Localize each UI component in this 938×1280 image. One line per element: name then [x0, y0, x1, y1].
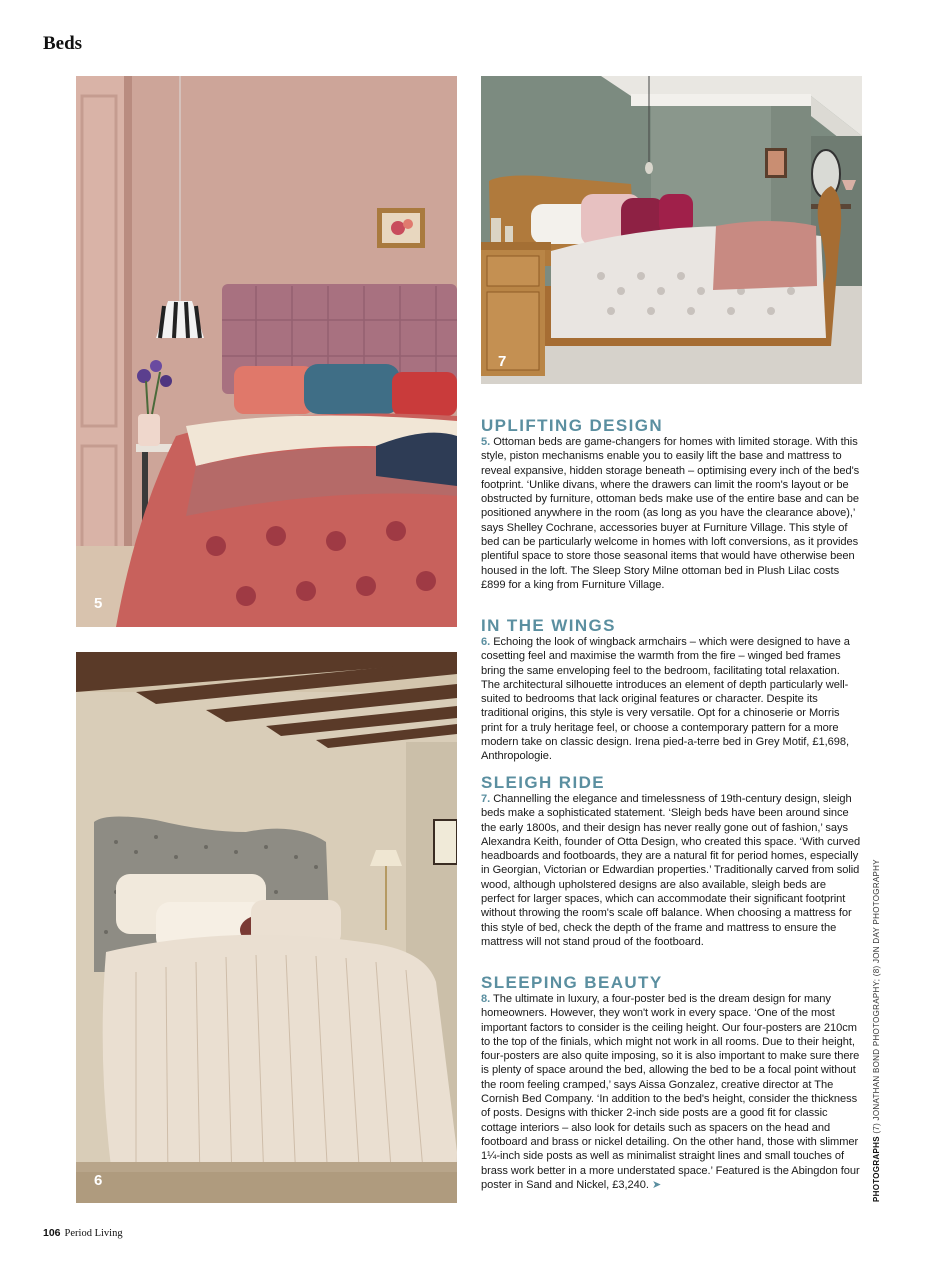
article-text: The ultimate in luxury, a four-poster bed is the dream design for many homeowners. However, they won't work in every space. ‘One of the most important factors to consider is the ceiling height. Our four-posters are 210cm to the top of the finials, which might not work in all rooms. Due to their height, four-posters are also quite imposing, so it is also important to make sure there is plenty of space around the bed, allowing the bed to be a focal point without the room feeling cramped,’ says Aissa Gonzalez, creative director at The Cornish Bed Company. ‘In addition to the bed's height, consider the thickness of posts. Designs with thicker 2-inch side posts are a good fit for classic cottage interiors – also look for details such as spacers on the head and footboard and brass or nickel detailing. On the other hand, those with slimmer 1¼-inch side posts as well as minimalist straight lines and small touches of brass work better in a more understated space.’ Featured is the Abingdon four poster in Sand and Nickel, £3,240. — [481, 993, 860, 1191]
page-number: 106 — [43, 1227, 61, 1239]
article-body — [481, 435, 861, 592]
article-sleeping-beauty — [481, 973, 861, 1192]
article-text: Echoing the look of wingback armchairs – which were designed to have a cosetting feel and maximise the warmth from the fire – winged bed frames bring the same enveloping feel to the bedroom, facilitating total relaxation. The architectural silhouette introduces an element of depth particularly well-suited to bedrooms that lack original features or character. Despite its traditional origins, this style is very versatile. Opt for a chinoserie or Morris print for a truly heritage feel, or choose a contemporary pattern for a more modern take on classic design. Irena pied-a-terre bed in Grey Motif, £1,698, Anthropologie. — [481, 636, 850, 763]
photo-credit-label: PHOTOGRAPHS — [872, 1136, 881, 1202]
article-number: 6. — [481, 636, 491, 648]
article-heading: UPLIFTING DESIGN — [481, 416, 664, 435]
photo-winged-bed — [76, 652, 457, 1203]
photo-number-5: 5 — [94, 595, 103, 612]
article-number: 7. — [481, 793, 491, 805]
article-sleigh-ride — [481, 773, 861, 949]
article-body — [481, 792, 861, 949]
article-text: Channelling the elegance and timelessness of 19th-century design, sleigh beds make a sophisticated statement. ‘Sleigh beds have been around since the early 1800s, and their design has never really gone out of fashion,’ says Alexandra Keith, founder of Otta Design, who created this space. ‘With curved headboards and footboards, they are a natural fit for period homes, especially in Georgian, Victorian or Edwardian properties.’ Traditionally carved from solid wood, although upholstered designs are also available, sleigh beds are perfect for larger spaces, which can accommodate their significant footprint without throwing the room's scale off balance. When choosing a mattress for this style of bed, check the depth of the frame and mattress to ensure the mattress will not stand proud of the footboard. — [481, 793, 861, 948]
end-arrow-icon: ➤ — [651, 1178, 662, 1191]
photo-credit — [872, 859, 881, 1202]
article-heading: SLEEPING BEAUTY — [481, 973, 663, 992]
article-number: 8. — [481, 993, 491, 1005]
photo-winged-bed-image — [76, 652, 457, 1203]
article-number: 5. — [481, 436, 491, 448]
article-heading: IN THE WINGS — [481, 616, 616, 635]
section-title: Beds — [43, 33, 83, 54]
photo-number-7: 7 — [498, 353, 507, 370]
photo-sleigh-bed-image — [481, 76, 862, 384]
page-footer — [43, 1227, 123, 1239]
article-body — [481, 992, 861, 1192]
photo-sleigh-bed — [481, 76, 862, 384]
article-heading: SLEIGH RIDE — [481, 773, 606, 792]
article-uplifting-design — [481, 416, 861, 592]
photo-credit-text: (7) JONATHAN BOND PHOTOGRAPHY; (8) JON DAY PHOTOGRAPHY — [872, 859, 881, 1137]
article-text: Ottoman beds are game-changers for homes with limited storage. With this style, piston mechanisms enable you to easily lift the base and mattress to reveal expansive, hidden storage beneath – optimising every inch of the bed's footprint. ‘Unlike divans, where the drawers can limit the room's layout or be obstructed by furniture, ottoman beds make use of the entire base and can be positioned anywhere in the room (as long as you have the clearance above),’ says Shelley Cochrane, accessories buyer at Furniture Village. This style of bed can be particularly welcome in homes with loft conversions, as it provides plentiful space to store those seasonal items that would have otherwise been housed in the loft. The Sleep Story Milne ottoman bed in Plush Lilac costs £899 for a king from Furniture Village. — [481, 436, 860, 591]
article-in-the-wings — [481, 616, 861, 764]
photo-number-6: 6 — [94, 1172, 103, 1189]
magazine-name: Period Living — [64, 1228, 123, 1239]
article-body — [481, 635, 861, 764]
photo-pink-bedroom-image — [76, 76, 457, 627]
photo-pink-bedroom — [76, 76, 457, 627]
